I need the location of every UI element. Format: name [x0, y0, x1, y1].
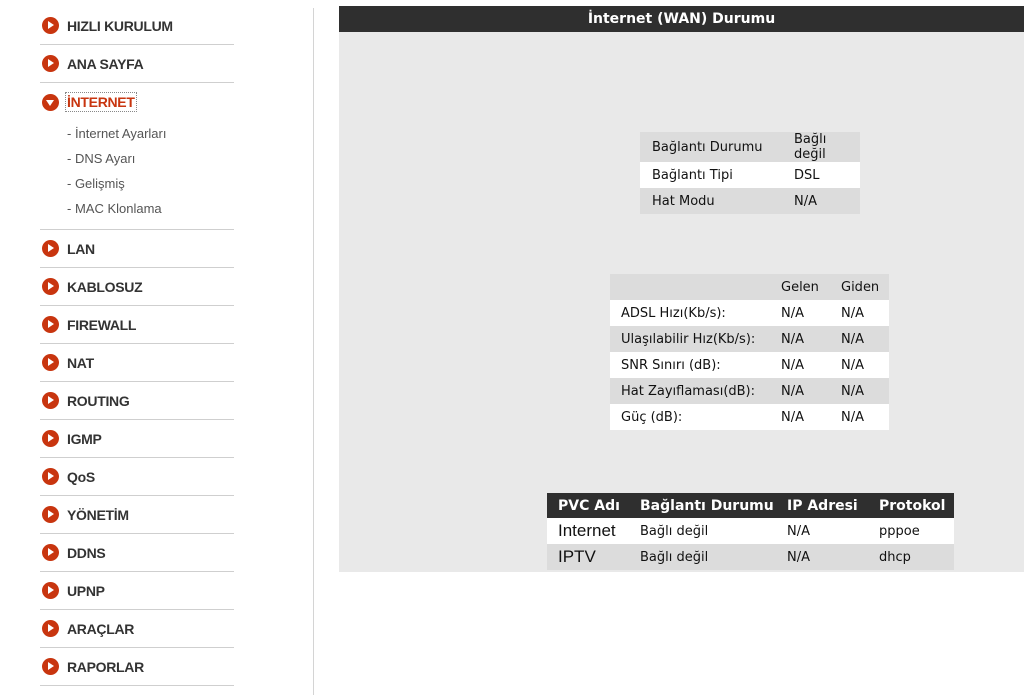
- pvc-protocol: pppoe: [879, 518, 954, 544]
- table-header-row: [547, 493, 954, 518]
- content-bottom-area: [339, 572, 1024, 695]
- circle-arrow-right-icon: [42, 468, 59, 485]
- nav-label: HIZLI KURULUM: [67, 17, 173, 34]
- circle-arrow-right-icon: [42, 582, 59, 599]
- circle-arrow-right-icon: [42, 55, 59, 72]
- status-value: Bağlı değil: [784, 132, 860, 162]
- circle-arrow-right-icon: [42, 354, 59, 371]
- sidebar-divider: [313, 8, 314, 695]
- nav-label: ANA SAYFA: [67, 55, 144, 72]
- nav-item-raporlar[interactable]: [40, 648, 234, 686]
- nav-label: YÖNETİM: [67, 506, 129, 523]
- table-row: [610, 352, 889, 378]
- pvc-protocol: dhcp: [879, 544, 954, 570]
- circle-arrow-right-icon: [42, 316, 59, 333]
- internet-subnav: [40, 121, 234, 229]
- stat-label: Ulaşılabilir Hız(Kb/s):: [610, 326, 781, 352]
- table-row: [610, 326, 889, 352]
- pvc-status: Bağlı değil: [640, 544, 787, 570]
- column-header: Protokol: [879, 493, 954, 518]
- circle-arrow-right-icon: [42, 240, 59, 257]
- table-row: [610, 378, 889, 404]
- nav-label: ARAÇLAR: [67, 620, 135, 637]
- circle-arrow-right-icon: [42, 506, 59, 523]
- stat-out: N/A: [831, 404, 889, 430]
- nav-label: DDNS: [67, 544, 106, 561]
- nav-item-araclar[interactable]: [40, 610, 234, 648]
- table-row: [547, 518, 954, 544]
- stat-in: N/A: [781, 378, 831, 404]
- nav-label: RAPORLAR: [67, 658, 144, 675]
- sidebar-nav: [40, 7, 234, 686]
- nav-label: İNTERNET: [67, 94, 135, 110]
- circle-arrow-down-icon: [42, 94, 59, 111]
- stat-in: N/A: [781, 404, 831, 430]
- pvc-name: IPTV: [547, 544, 640, 570]
- table-row: [640, 188, 860, 214]
- nav-label: NAT: [67, 354, 94, 371]
- circle-arrow-right-icon: [42, 658, 59, 675]
- wan-status-panel: [339, 6, 1024, 572]
- pvc-table: [547, 493, 954, 570]
- nav-item-internet: [40, 83, 234, 230]
- nav-item-internet-header[interactable]: [40, 83, 234, 121]
- column-header: IP Adresi: [787, 493, 879, 518]
- table-row: [640, 162, 860, 188]
- nav-item-igmp[interactable]: [40, 420, 234, 458]
- adsl-stats-table: [610, 274, 889, 430]
- table-row: [640, 132, 860, 162]
- nav-item-upnp[interactable]: [40, 572, 234, 610]
- nav-label: KABLOSUZ: [67, 278, 143, 295]
- nav-item-lan[interactable]: [40, 230, 234, 268]
- stat-out: N/A: [831, 300, 889, 326]
- nav-label: QoS: [67, 468, 95, 485]
- stat-in: N/A: [781, 352, 831, 378]
- status-label: Bağlantı Durumu: [640, 132, 784, 162]
- stat-label: SNR Sınırı (dB):: [610, 352, 781, 378]
- nav-item-routing[interactable]: [40, 382, 234, 420]
- stat-label: ADSL Hızı(Kb/s):: [610, 300, 781, 326]
- status-value: DSL: [784, 162, 860, 188]
- circle-arrow-right-icon: [42, 544, 59, 561]
- column-header: [610, 274, 781, 300]
- circle-arrow-right-icon: [42, 278, 59, 295]
- stat-label: Güç (dB):: [610, 404, 781, 430]
- nav-item-ana-sayfa[interactable]: [40, 45, 234, 83]
- nav-item-yonetim[interactable]: [40, 496, 234, 534]
- nav-item-ddns[interactable]: [40, 534, 234, 572]
- table-header-row: [610, 274, 889, 300]
- pvc-name: Internet: [547, 518, 640, 544]
- table-row: [610, 300, 889, 326]
- nav-label: ROUTING: [67, 392, 130, 409]
- nav-label: FIREWALL: [67, 316, 137, 333]
- pvc-status: Bağlı değil: [640, 518, 787, 544]
- nav-label: UPNP: [67, 582, 105, 599]
- nav-item-firewall[interactable]: [40, 306, 234, 344]
- subnav-dns-ayari[interactable]: - DNS Ayarı: [67, 151, 136, 166]
- pvc-ip: N/A: [787, 544, 879, 570]
- table-row: [547, 544, 954, 570]
- stat-in: N/A: [781, 300, 831, 326]
- column-header: Gelen: [781, 274, 831, 300]
- stat-label: Hat Zayıflaması(dB):: [610, 378, 781, 404]
- circle-arrow-right-icon: [42, 17, 59, 34]
- status-label: Bağlantı Tipi: [640, 162, 784, 188]
- column-header: Giden: [831, 274, 889, 300]
- status-value: N/A: [784, 188, 860, 214]
- table-row: [610, 404, 889, 430]
- circle-arrow-right-icon: [42, 430, 59, 447]
- subnav-gelismis[interactable]: - Gelişmiş: [67, 176, 125, 191]
- stat-out: N/A: [831, 326, 889, 352]
- stat-in: N/A: [781, 326, 831, 352]
- stat-out: N/A: [831, 352, 889, 378]
- circle-arrow-right-icon: [42, 620, 59, 637]
- stat-out: N/A: [831, 378, 889, 404]
- nav-item-kablosuz[interactable]: [40, 268, 234, 306]
- column-header: Bağlantı Durumu: [640, 493, 787, 518]
- connection-status-table: [640, 132, 860, 214]
- subnav-mac-klonlama[interactable]: - MAC Klonlama: [67, 201, 162, 216]
- pvc-ip: N/A: [787, 518, 879, 544]
- column-header: PVC Adı: [547, 493, 640, 518]
- circle-arrow-right-icon: [42, 392, 59, 409]
- page-title: İnternet (WAN) Durumu: [339, 6, 1024, 32]
- nav-item-qos[interactable]: [40, 458, 234, 496]
- subnav-internet-ayarlari[interactable]: - İnternet Ayarları: [67, 126, 167, 141]
- nav-label: IGMP: [67, 430, 102, 447]
- nav-item-nat[interactable]: [40, 344, 234, 382]
- status-label: Hat Modu: [640, 188, 784, 214]
- nav-label: LAN: [67, 240, 95, 257]
- nav-item-hizli-kurulum[interactable]: [40, 7, 234, 45]
